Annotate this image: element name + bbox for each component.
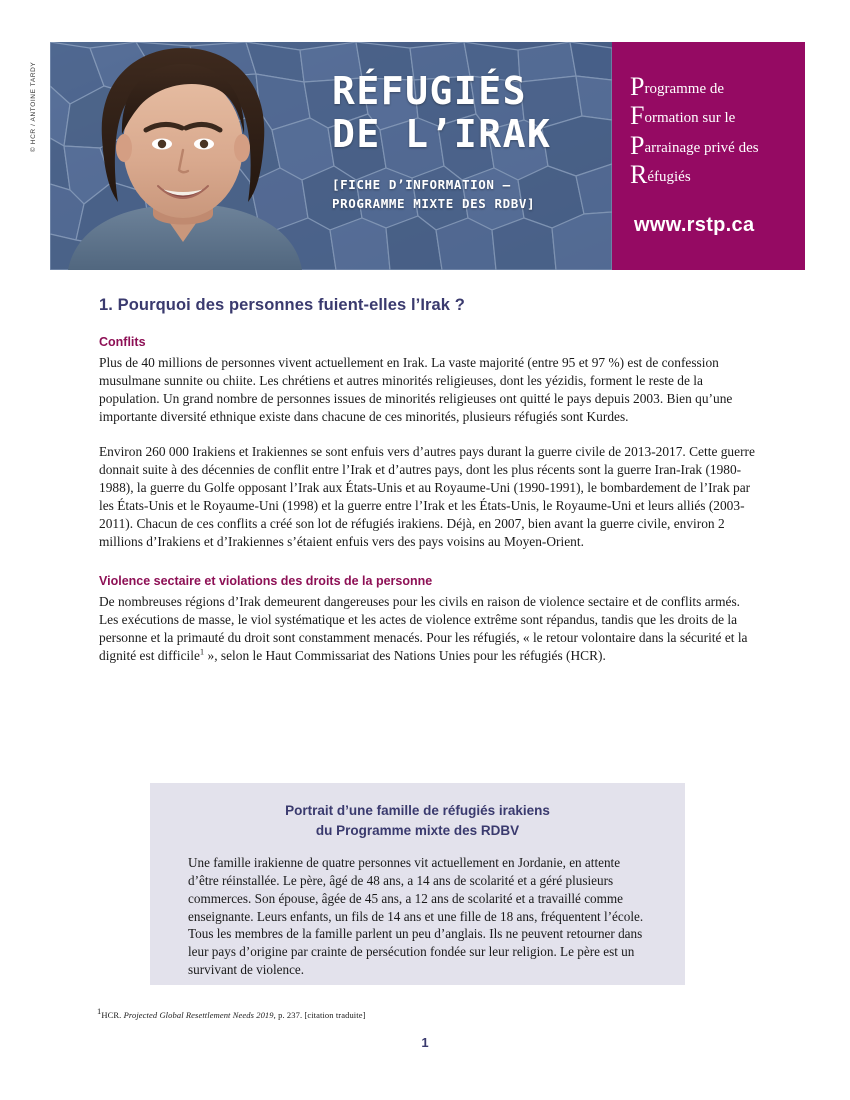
rstp-logo-text [630, 74, 798, 191]
logo-line-3 [630, 130, 798, 160]
logo-line-1-rest: rogramme de [644, 81, 725, 97]
paragraph-conflits-2: Environ 260 000 Irakiens et Irakiennes se sont enfuis vers d’autres pays durant la guerre civile de 2013-2017. Cette guerre donnait suite à des décennies de conflit entre l’Irak et d’autres pays, dont les plus récents sont la guerre Iran-Irak (1980-1988), la guerre du Golfe opposant l’Irak aux États-Unis et au Royaume-Uni (1990-1991), le bombardement de l’Irak par les États-Unis et le Royaume-Uni (1998) et la guerre entre l’Irak et les États-Unis, le Royaume-Uni et leurs alliés (2003-2011). Chacun de ces conflits a créé son lot de réfugiés irakiens. Déjà, en 2007, bien avant la guerre civile, environ 2 millions d’Irakiens et d’Irakiennes s’étaient enfuis vers des pays voisins au Moyen-Orient. [99, 443, 755, 550]
logo-dropcap-p1: P [630, 72, 645, 101]
subheading-conflits: Conflits [99, 335, 146, 349]
logo-line-3-rest: arrainage privé des [644, 139, 759, 156]
main-content [99, 296, 755, 665]
rstp-website-url[interactable]: www.rstp.ca [634, 214, 755, 236]
photo-credit: © HCR / ANTOINE TARDY [30, 61, 37, 152]
banner-title-line-1: RÉFUGIÉS [332, 69, 528, 113]
callout-title [180, 801, 655, 840]
footnote-rest: , p. 237. [citation traduite] [273, 1010, 366, 1020]
banner-title-line-2: DE L’IRAK [332, 112, 552, 157]
logo-line-2 [630, 101, 798, 131]
banner-title-group [332, 70, 607, 213]
header-banner [50, 42, 805, 270]
footnote-marker-inline[interactable]: 1 [199, 646, 205, 657]
paragraph-violence-part-1: De nombreuses régions d’Irak demeurent dangereuses pour les civils en raison de violence sectaire et de conflits armés. Les exécutions de masse, le viol systématique et les actes de violence extrême sont répandus, tandis que les droits de la personne et la primauté du droit sont constamment menacés. Pour les réfugiés, « le retour volontaire dans la sécurité et la dignité est difficile [99, 593, 748, 664]
logo-line-1 [630, 72, 798, 101]
callout-title-line-1: Portrait d’une famille de réfugiés irakiens [285, 803, 550, 818]
logo-dropcap-f: F [630, 101, 645, 131]
banner-subtitle-line-2: PROGRAMME MIXTE DES RDBV] [332, 196, 536, 211]
footnote-title-italic: Projected Global Resettlement Needs 2019 [123, 1010, 274, 1020]
callout-box-family-portrait [150, 783, 685, 985]
logo-line-2-rest: ormation sur le [644, 110, 736, 127]
logo-dropcap-p2: P [630, 130, 645, 160]
callout-title-line-2: du Programme mixte des RDBV [315, 822, 520, 838]
banner-subtitle-line-1: [FICHE D’INFORMATION – [332, 176, 511, 192]
callout-body-text: Une famille irakienne de quatre personnes vit actuellement en Jordanie, en attente d’être réinstallée. Le père, âgé de 48 ans, a 14 ans de scolarité et a géré plusieurs commerces. Son épouse, âgée de 45 ans, a 12 ans de scolarité et a travaillé comme enseignante. Leurs enfants, un fils de 14 ans et une fille de 18 ans, fréquentent l’école. Tous les membres de la famille parlent un peu d’anglais. Ils ne peuvent retourner dans leur pays d’origine par crainte de persécution fondée sur leur religion. Le père est un survivant de violence. [188, 855, 644, 977]
subheading-violence-sectaire: Violence sectaire et violations des droits de la personne [99, 573, 433, 588]
logo-dropcap-r: R [630, 159, 648, 189]
paragraph-violence-part-2: », selon le Haut Commissariat des Nations Unies pour les réfugiés (HCR). [204, 648, 606, 664]
rstp-logo-panel [612, 42, 805, 270]
paragraph-violence [99, 593, 755, 666]
paragraph-conflits-1: Plus de 40 millions de personnes vivent actuellement en Irak. La vaste majorité (entre 95 et 97 %) est de confession musulmane sunnite ou chiite. Les chrétiens et autres minorités religieuses, dont les yézidis, forment le reste de la population. Un grand nombre de personnes issues de minorités religieuses ont quitté le pays depuis 2003. Bien qu’une importante diversité ethnique existe dans chacune de ces minorités, plusieurs réfugiés sont Kurdes. [99, 355, 733, 425]
portrait-photo [58, 42, 308, 270]
footnote [97, 1006, 366, 1020]
footnote-number: 1 [97, 1006, 102, 1017]
footnote-source: HCR. [101, 1010, 124, 1020]
page-title: 1. Pourquoi des personnes fuient-elles l’Irak ? [99, 296, 465, 314]
banner-photo-area [50, 42, 612, 270]
logo-line-4-rest: éfugiés [647, 168, 691, 185]
page-number: 1 [421, 1035, 429, 1050]
logo-line-4 [630, 159, 798, 189]
